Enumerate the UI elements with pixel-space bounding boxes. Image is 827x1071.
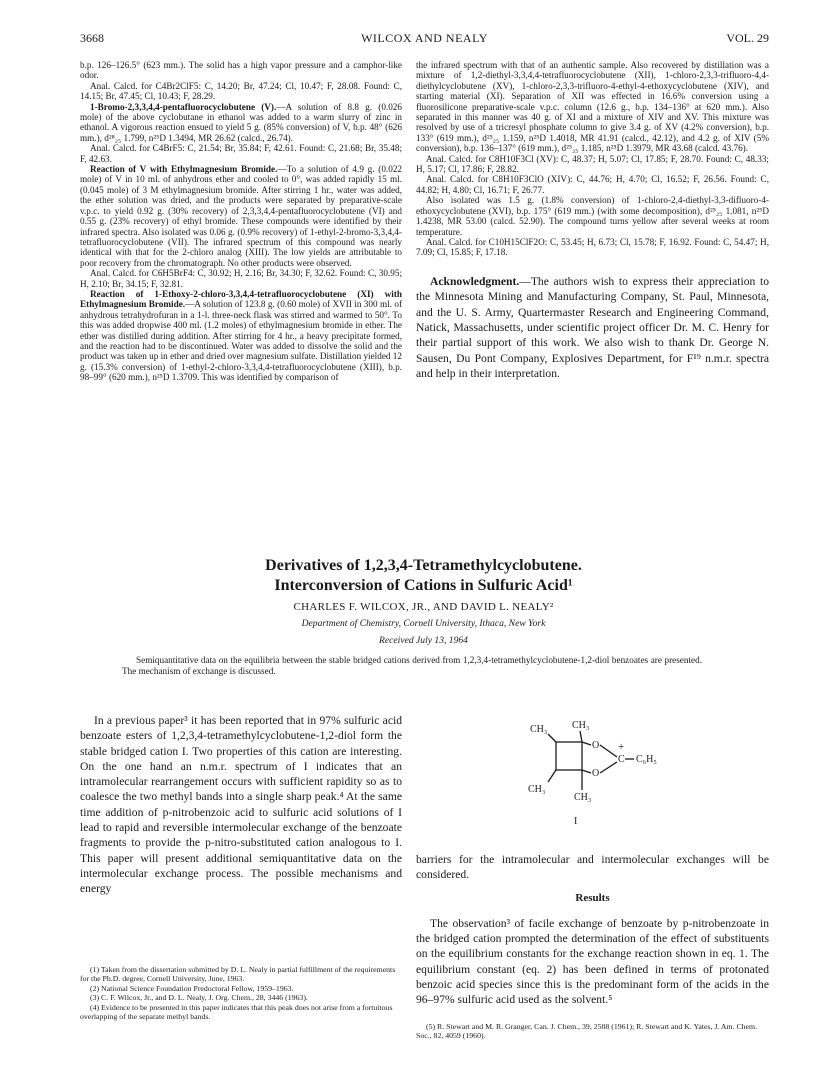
paragraph [80, 102, 402, 144]
structure-cation-I [520, 718, 700, 846]
results-column [416, 852, 769, 1008]
analysis-paragraph: Anal. Calcd. for C8H10F3Cl (XV): C, 48.37; H, 5.07; Cl, 17.85; F, 28.70. Found: C, 48.33; H, 5.17; Cl, 17.86; F, 28.82. [416, 153, 769, 175]
methyl-label: CH₃ [528, 784, 546, 795]
results-heading: Results [575, 891, 610, 904]
intro-column [80, 713, 402, 897]
volume-label: VOL. 29 [726, 31, 769, 45]
oxygen-label: O [592, 768, 600, 779]
paragraph [80, 164, 402, 268]
footnote-1: (1) Taken from the dissertation submitted by D. L. Nealy in partial fulfillment of the requirements for the Ph.D. degree, Cornell University, June, 1963. [80, 965, 396, 984]
footnotes-left [80, 965, 402, 1021]
paragraph-heading: 1-Bromo-2,3,3,4,4-pentafluorocyclobutene (V). [90, 101, 277, 112]
abstract: Semiquantitative data on the equilibria between the stable bridged cations derived from 1,2,3,4-tetramethylcyclobutene-1,2-diol benzoates are presented. The mechanism of exchange is discussed. [122, 655, 702, 676]
phenyl-label: C₆H₅ [636, 754, 657, 765]
footnote-3: (3) C. F. Wilcox, Jr., and D. L. Nealy, J. Org. Chem., 28, 3446 (1963). [90, 993, 308, 1003]
paragraph-text: —A solution of 8.8 g. (0.026 mole) of the above cyclobutane in ethanol was added to a warm slurry of zinc in ethanol. A vigorous reaction ensued to yield 5 g. (85% conversion) of V, b.p. 48° (626 mm.), d²⁸₂₅ 1.799, n²⁵D 1.3494, MR 26.62 (calcd., 26.74). [80, 101, 402, 143]
paragraph-heading: Reaction of V with Ethylmagnesium Bromide. [90, 164, 278, 175]
paragraph: the infrared spectrum with that of an authentic sample. Also recovered by distillation was a mixture of 1,2-diethyl-3,3,4,4-tetrafluorocyclobutene (XII), 1-chloro-2,3,3-trifluoro-4,4-diethylcyclobutene (XV), 1-chloro-2,3,3-trifluoro-4-ethyl-4-ethoxycyclobutene (XIV), and starting material (XI). Separation of XII was effected in 16.6% conversion using a fluorosilicone preparative-scale v.p.c. column (12.6 g., b.p. 134–136° at 620 mm.). Also separated in this manner was 40 g. of XI and a mixture of XIV and XV. This mixture was resolved by use of a tricresyl phosphate column to give 3.4 g. of XV (4.2% conversion), b.p. 133° (619 mm.), d²⁵₂₅ 1.159, n²⁵D 1.4018, MR 41.91 (calcd., 42.12), and 4.2 g. of XIV (5% conversion), b.p. 136–137° (619 mm.), d²⁵₂₅ 1.185, n²⁵D 1.3979, MR 43.68 (calcd. 43.76). [416, 60, 769, 154]
analysis-paragraph: Anal. Calcd. for C4Br2ClF5: C, 14.20; Br, 47.24; Cl, 10.47; F, 28.08. Found: C, 14.15; Br, 47.45; Cl, 10.43; F, 28.29. [80, 80, 402, 102]
paragraph [80, 289, 402, 383]
footnote-2: (2) National Science Foundation Predoctoral Fellow, 1959–1963. [90, 983, 294, 993]
analysis-paragraph: Anal. Calcd. for C8H10F3ClO (XIV): C, 44.76; H, 4.70; Cl, 16.52; F, 26.56. Found: C, 44.82; H, 4.80; Cl, 16.71; F, 26.77. [416, 174, 769, 195]
paragraph: b.p. 126–126.5° (623 mm.). The solid has a high vapor pressure and a camphor-like odor. [80, 60, 402, 81]
running-header [80, 31, 769, 47]
paragraph-text: —To a solution of 4.9 g. (0.022 mole) of V in 10 ml. of anhydrous ether and cooled to 0°, was added rapidly 15 ml. (0.045 mole) of 3 M ethylmagnesium bromide. After stirring 1 hr., water was added, the ether solution was dried, and the products were separated by preparative-scale v.p.c. to yield 0.92 g. (30% recovery) of 2,3,3,4,4-pentafluorocyclobutene (VI) and 0.55 g. (23% recovery) of ethyl bromide. These compounds were identified by their infrared spectra. Also isolated was 0.06 g. (0.9% recovery) of 1-ethyl-2-bromo-3,3,4,4-tetrafluorocyclobutene (VII). The infrared spectrum of this compound was nearly identical with that for the 2-chloro analog (XIII). The low yields are attributable to poor recovery from the chromatograph. No other products were observed. [80, 164, 403, 268]
analysis-paragraph: Anal. Calcd. for C6H5BrF4: C, 30.92; H, 2.16; Br, 34.30; F, 32.62. Found: C, 30.95; H, 2.10; Br, 34.15; F, 32.81. [80, 268, 402, 289]
acknowledgment-text: —The authors wish to express their appreciation to the Minnesota Mining and Manufacturing Company, St. Paul, Minnesota, and the U. S. Army, Quartermaster Research and Engineering Command, Natick, Massachusetts, under scientific project officer Dr. M. C. Henry for their partial support of this work. We also wish to thank Dr. George N. Sausen, Du Pont Company, Explosives Department, for F¹⁹ n.m.r. spectra and help in their interpretation. [416, 274, 769, 381]
previous-article-left-column [80, 60, 402, 383]
footnote-4: (4) Evidence to be presented in this paper indicates that this peak does not arise from a fortuitous overlapping of the separate methyl bands. [80, 1002, 393, 1022]
acknowledgment-heading: Acknowledgment. [430, 274, 520, 288]
compound-label: I [574, 816, 578, 827]
plus-sign: + [618, 741, 625, 753]
page-number: 3668 [80, 31, 104, 45]
methyl-label: CH₃ [572, 720, 590, 731]
article-title-line-1: Derivatives of 1,2,3,4-Tetramethylcyclobutene. [265, 557, 582, 574]
article-title-line-2: Interconversion of Cations in Sulfuric Acid¹ [274, 577, 573, 594]
results-paragraph: The observation³ of facile exchange of benzoate by p-nitrobenzoate in the bridged cation prompted the determination of the effect of substituents on the equilibrium constants for the exchange reaction shown in eq. 1. The equilibrium constant (eq. 2) has been defined in terms of protonated benzoic acid species since this is the predominant form of the acids in the 96–97% sulfuric acid used as the solvent.⁵ [416, 916, 769, 1007]
running-title: WILCOX AND NEALY [361, 31, 488, 45]
affiliation: Department of Chemistry, Cornell University, Ithaca, New York [301, 618, 546, 629]
analysis-paragraph: Anal. Calcd. for C10H15ClF2O: C, 53.45; H, 6.73; Cl, 15.78; F, 16.92. Found: C, 54.47; H, 7.09; Cl, 15.85; F, 17.18. [416, 236, 769, 258]
paragraph-text: —A solution of 123.8 g. (0.60 mole) of XVII in 300 ml. of anhydrous tetrahydrofuran in a 1-l. three-neck flask was stirred and warmed to 50°. To this was added dropwise 400 ml. (1.2 moles) of ethylmagnesium bromide in ether. The ether was distilled during addition. After stirring for 4 hr., a heavy precipitate formed, and the reaction had to be discontinued. Water was added to dissolve the solid and the product was taken up in ether and dried over magnesium sulfate. Distillation yielded 12 g. (15.3% conversion) of 1-ethyl-2-chloro-3,3,4,4-tetrafluorocyclobutene (XIII), b.p. 98–99° (620 mm.), n²⁵D 1.3709. This was identified by comparison of [80, 299, 403, 383]
methyl-label: CH₃ [530, 724, 548, 735]
continued-paragraph: barriers for the intramolecular and intermolecular exchanges will be considered. [416, 853, 769, 882]
intro-paragraph: In a previous paper³ it has been reported that in 97% sulfuric acid benzoate esters of 1,2,3,4-tetramethylcyclobutene-1,2-diol form the stable bridged cation I. Two properties of this cation are interesting. On the one hand an n.m.r. spectrum of I indicates that an intramolecular rearrangement occurs with sufficient rapidity so as to coalesce the two methyl bands into a single sharp peak.⁴ At the same time addition of p-nitrobenzoic acid to sulfuric acid solutions of I lead to rapid and reversible intermolecular exchange of the benzoate fragments to provide the p-nitro-substituted cation analogous to I. This paper will present additional semiquantitative data on the intermolecular exchange process. The possible mechanisms and energy [80, 714, 402, 896]
acknowledgment [416, 274, 769, 382]
previous-article-right-column [416, 60, 769, 382]
carbon-label: C [618, 754, 625, 765]
paragraph-heading: Reaction of 1-Ethoxy-2-chloro-3,3,4,4-tetrafluorocyclobutene (XI) with Ethylmagnesium Bromide. [80, 288, 402, 310]
methyl-label: CH₃ [574, 792, 592, 803]
authors: CHARLES F. WILCOX, JR., AND DAVID L. NEALY² [293, 601, 554, 613]
oxygen-label: O [592, 740, 600, 751]
paragraph: Also isolated was 1.5 g. (1.8% conversion) of 1-chloro-2,4-diethyl-3,3-difluoro-4-ethoxycyclobutene (XVI), b.p. 175° (619 mm.) (with some decomposition), d²⁵₂₅ 1.081, n²⁵D 1.4238, MR 53.00 (calcd. 52.90). The compound turns yellow after several weeks at room temperature. [416, 195, 769, 237]
footnote-5: (5) R. Stewart and M. R. Granger, Can. J. Chem., 39, 2508 (1961); R. Stewart and K. Yates, J. Am. Chem. Soc., 82, 4059 (1960). [416, 1022, 758, 1041]
footnotes-right [416, 1022, 769, 1041]
received-date: Received July 13, 1964 [379, 635, 468, 646]
analysis-paragraph: Anal. Calcd. for C4BrF5: C, 21.54; Br, 35.84; F, 42.61. Found: C, 21.68; Br, 35.48; F, 42.63. [80, 143, 402, 164]
